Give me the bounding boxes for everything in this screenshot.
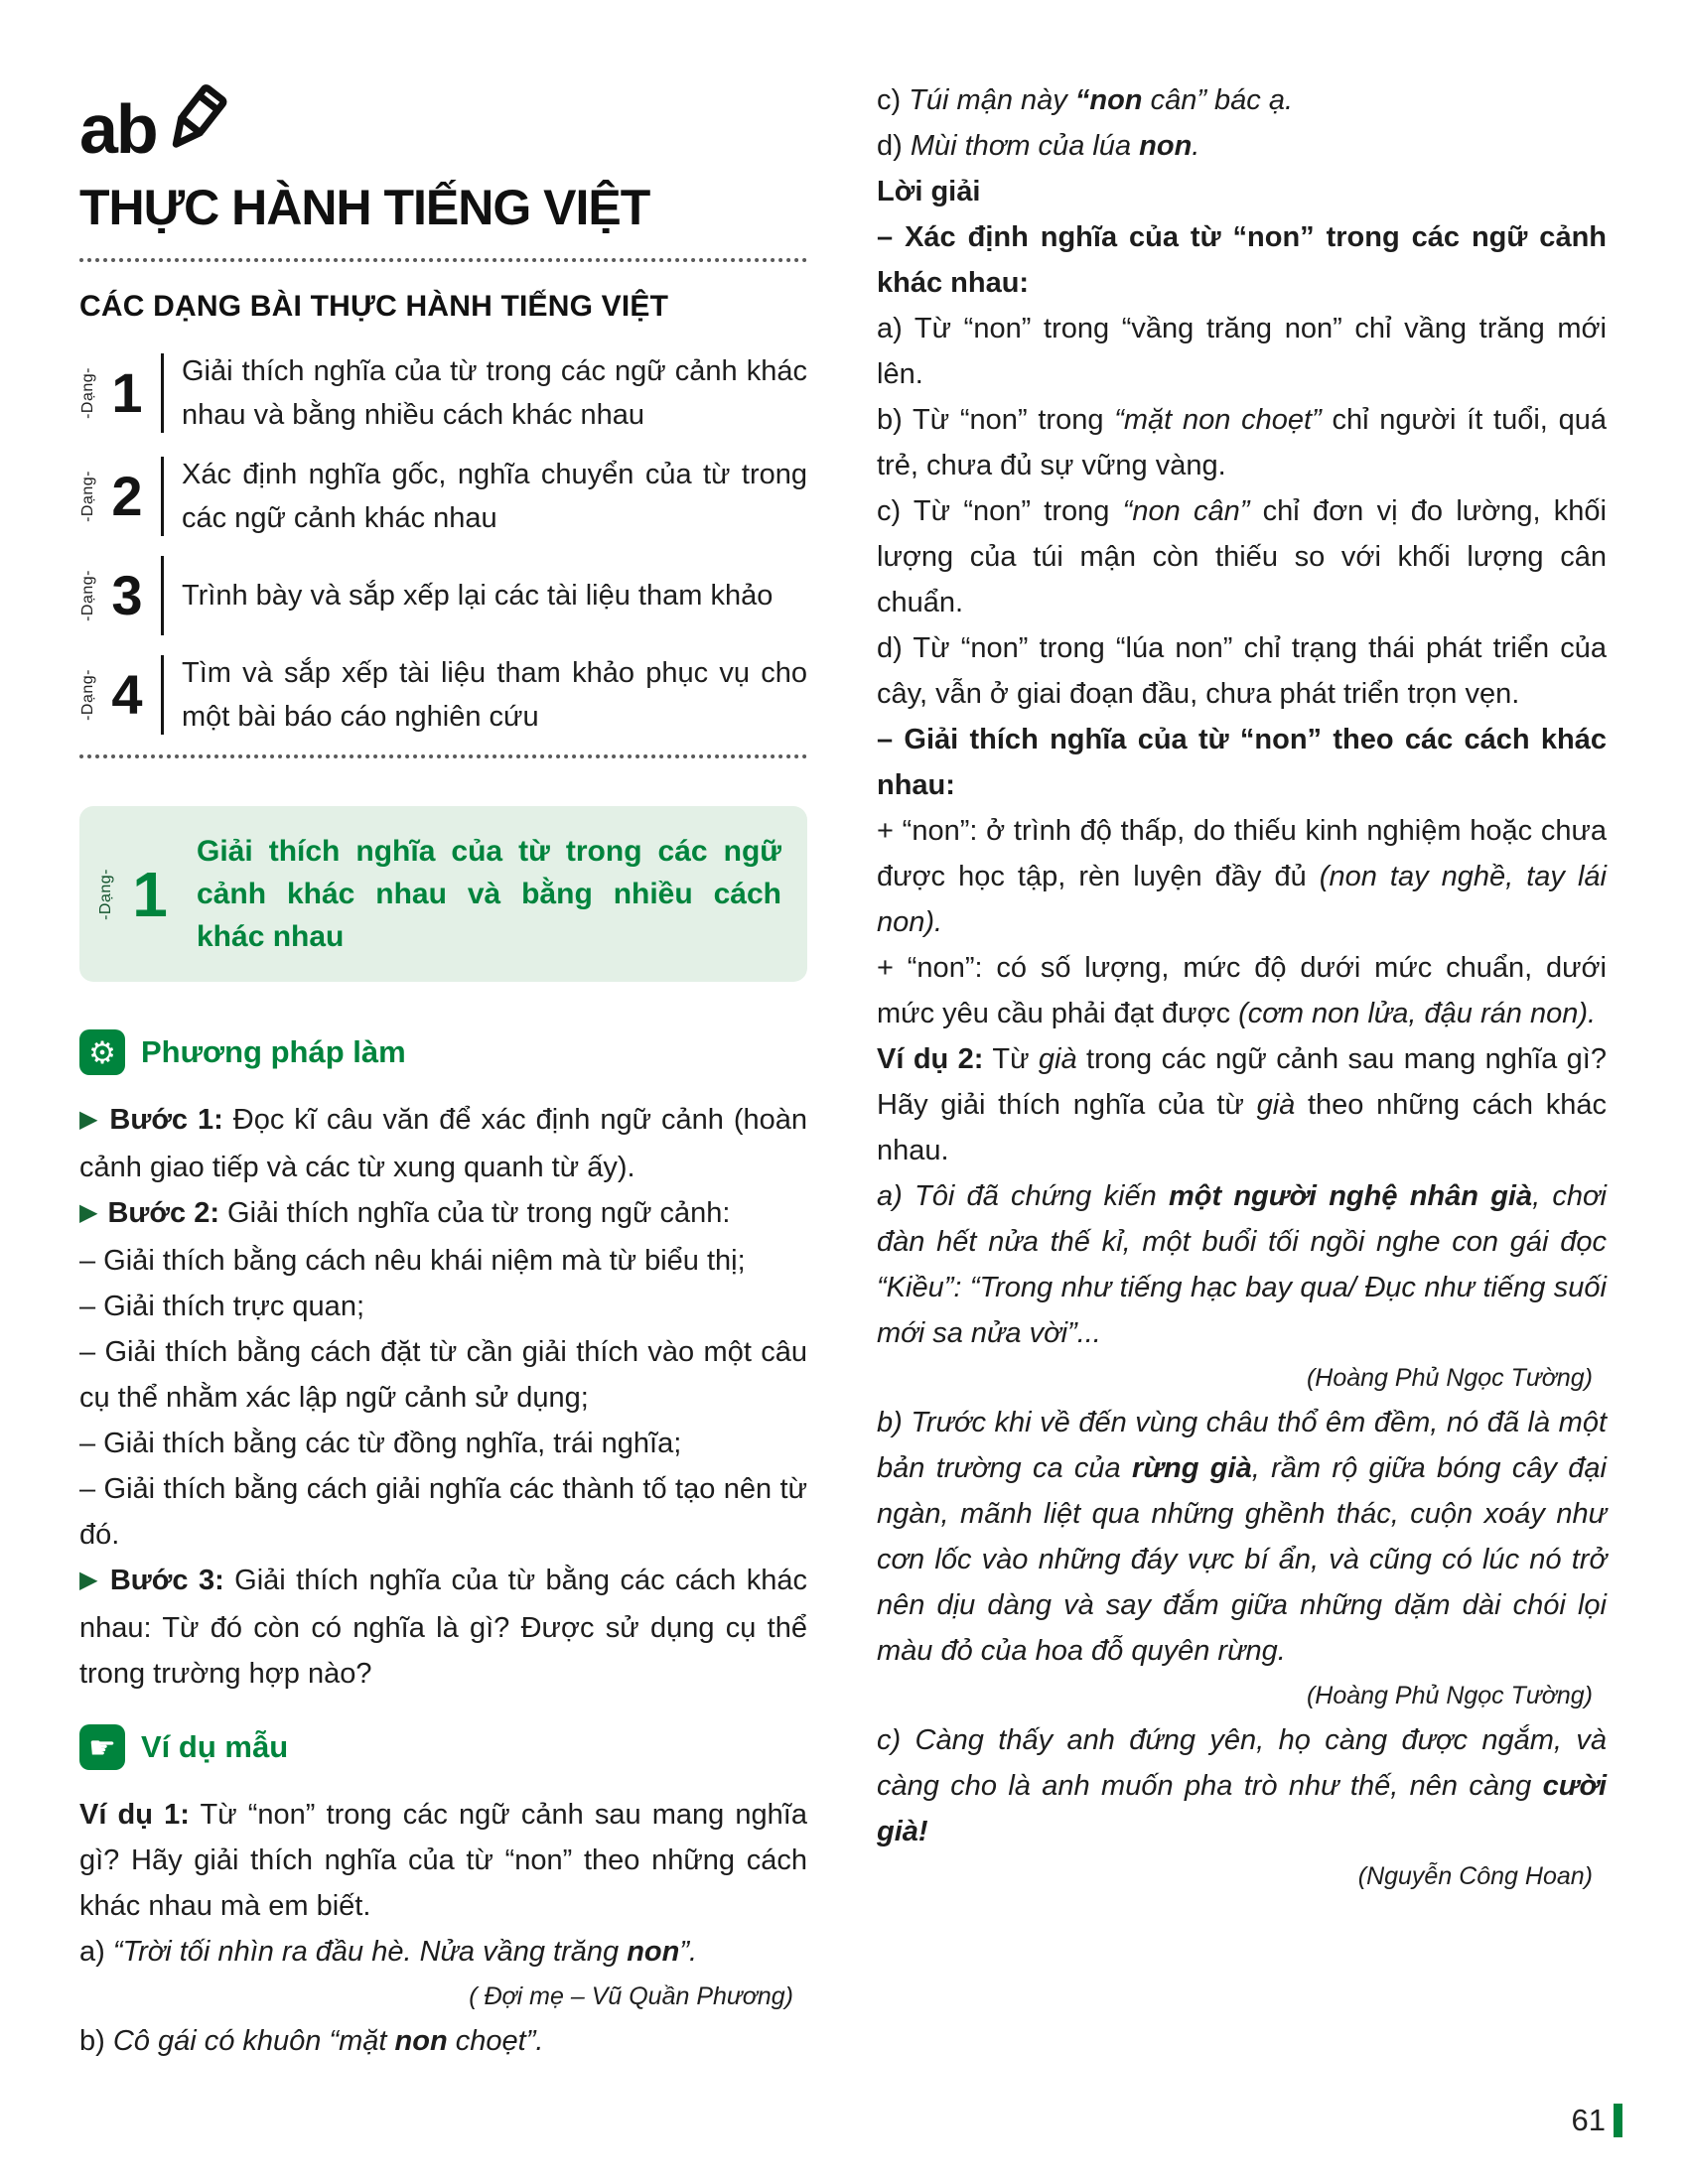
dang-text: Trình bày và sắp xếp lại các tài liệu tham khảo	[182, 580, 774, 612]
example-heading	[79, 1724, 807, 1770]
dang1-highlight-box	[79, 806, 807, 982]
logo-text: ab	[79, 90, 157, 168]
pencil-icon	[153, 79, 238, 165]
attribution: (Nguyễn Công Hoan)	[1357, 1862, 1593, 1890]
dotted-divider	[79, 754, 807, 758]
dash-item: – Giải thích bằng các từ đồng nghĩa, trái nghĩa;	[79, 1428, 682, 1459]
dash-item: – Giải thích trực quan;	[79, 1291, 364, 1322]
dang-number: 4	[111, 663, 143, 726]
dash-item: – Giải thích bằng cách giải nghĩa các thành tố tạo nên từ đó.	[79, 1473, 807, 1551]
dang-number: 2	[111, 465, 143, 527]
example2-intro: Ví dụ 2: Từ già trong các ngữ cảnh sau mang nghĩa gì? Hãy giải thích nghĩa của từ già theo những cách khác nhau.	[877, 1043, 1607, 1166]
answer-d: d) Từ “non” trong “lúa non” chỉ trạng thái phát triển của cây, vẫn ở giai đoạn đầu, chưa phát triển trọn vẹn.	[877, 632, 1607, 710]
example1-item-b: b) Cô gái có khuôn “mặt non choẹt”.	[79, 2025, 544, 2057]
dang-rotated-label: -Dạng-	[79, 471, 96, 522]
section-heading: CÁC DẠNG BÀI THỰC HÀNH TIẾNG VIỆT	[79, 290, 669, 323]
dang-item-1	[79, 349, 807, 437]
dang-text: Xác định nghĩa gốc, nghĩa chuyển của từ trong các ngữ cảnh khác nhau	[182, 459, 807, 534]
attribution: ( Đợi mẹ – Vũ Quần Phương)	[469, 1982, 793, 2010]
dang-number: 1	[111, 361, 143, 424]
answer-a: a) Từ “non” trong “vầng trăng non” chỉ vầng trăng mới lên.	[877, 313, 1607, 390]
paragraph-step-2: ▶ Bước 2: Giải thích nghĩa của từ trong ngữ cảnh:	[79, 1197, 731, 1229]
attribution: (Hoàng Phủ Ngọc Tường)	[1306, 1682, 1593, 1709]
dotted-divider	[79, 258, 807, 262]
paragraph-step-3: ▶ Bước 3: Giải thích nghĩa của từ bằng các cách khác nhau: Từ đó còn có nghĩa là gì? Được sử dụng cụ thể trong trường hợp nào?	[79, 1565, 807, 1690]
method-heading	[79, 1029, 807, 1075]
example2-item-a: a) Tôi đã chứng kiến một người nghệ nhân già, chơi đàn hết nửa thế kỉ, một buổi tối ngồi nghe con gái đọc “Kiều”: “Trong như tiếng hạc bay qua/ Đục như tiếng suối mới sa nửa vời”...	[877, 1180, 1607, 1349]
dang-text: Tìm và sắp xếp tài liệu tham khảo phục vụ cho một bài báo cáo nghiên cứu	[182, 657, 807, 733]
vertical-divider	[161, 353, 164, 433]
dang-rotated-label: -Dạng-	[79, 367, 96, 419]
meaning-item-1: + “non”: ở trình độ thấp, do thiếu kinh nghiệm hoặc chưa được học tập, rèn luyện đầy đủ (non tay nghề, tay lái non).	[877, 815, 1607, 938]
method-heading-label: Phương pháp làm	[141, 1034, 406, 1069]
solution-heading: Lời giải	[877, 176, 981, 207]
triangle-bullet-icon: ▶	[79, 1199, 98, 1226]
ab-pencil-logo	[79, 77, 807, 169]
dang-item-2	[79, 453, 807, 540]
answer-b: b) Từ “non” trong “mặt non choẹt” chỉ người ít tuổi, quá trẻ, chưa đủ sự vững vàng.	[877, 404, 1607, 481]
left-column	[79, 77, 807, 2064]
dang-number: 1	[132, 858, 168, 930]
dang-rotated-label: -Dạng-	[79, 669, 96, 721]
example2-item-c: c) Càng thấy anh đứng yên, họ càng được ngắm, và càng cho là anh muốn pha trò như thế, nên càng cười già!	[877, 1724, 1608, 1847]
solution-section-1-heading: – Xác định nghĩa của từ “non” trong các ngữ cảnh khác nhau:	[877, 221, 1607, 299]
dang-rotated-label: -Dạng-	[97, 868, 114, 920]
right-column	[877, 77, 1607, 2064]
dang-item-4	[79, 651, 807, 739]
dang-list	[79, 349, 807, 739]
vertical-divider	[161, 457, 164, 536]
answer-c: c) Từ “non” trong “non cân” chỉ đơn vị đo lường, khối lượng của túi mận còn thiếu so với khối lượng cân chuẩn.	[877, 495, 1607, 618]
page-number-bar	[1614, 2104, 1622, 2137]
example1-item-d: d) Mùi thơm của lúa non.	[877, 130, 1200, 162]
dang-rotated-label: -Dạng-	[79, 570, 96, 621]
dang-number: 3	[111, 564, 143, 626]
meaning-item-2: + “non”: có số lượng, mức độ dưới mức chuẩn, dưới mức yêu cầu phải đạt được (cơm non lửa, đậu rán non).	[877, 952, 1607, 1029]
example1-item-a: a) “Trời tối nhìn ra đầu hè. Nửa vầng trăng non”.	[79, 1936, 698, 1968]
triangle-bullet-icon: ▶	[79, 1106, 100, 1133]
example1-item-c: c) Túi mận này “non cân” bác ạ.	[877, 84, 1294, 116]
dang1-box-title: Giải thích nghĩa của từ trong các ngữ cảnh khác nhau và bằng nhiều cách khác nhau	[197, 835, 781, 953]
page-number: 61	[1572, 2103, 1622, 2138]
dash-item: – Giải thích bằng cách đặt từ cần giải thích vào một câu cụ thể nhằm xác lập ngữ cảnh sử dụng;	[79, 1336, 807, 1414]
paragraph-step-1: ▶ Bước 1: Đọc kĩ câu văn để xác định ngữ cảnh (hoàn cảnh giao tiếp và các từ xung quanh từ ấy).	[79, 1104, 808, 1183]
attribution: (Hoàng Phủ Ngọc Tường)	[1306, 1364, 1593, 1392]
gear-icon: ⚙	[79, 1029, 125, 1075]
dang-item-3	[79, 556, 807, 635]
pointing-hand-icon: ☛	[79, 1724, 125, 1770]
dang-text: Giải thích nghĩa của từ trong các ngữ cảnh khác nhau và bằng nhiều cách khác nhau	[182, 355, 807, 431]
solution-section-2-heading: – Giải thích nghĩa của từ “non” theo các cách khác nhau:	[877, 724, 1607, 801]
example2-item-b: b) Trước khi về đến vùng châu thổ êm đềm, nó đã là một bản trường ca của rừng già, rầm rộ giữa bóng cây đại ngàn, mãnh liệt qua những ghềnh thác, cuộn xoáy như cơn lốc vào những đáy vực bí ẩn, và cũng có lúc nó trở nên dịu dàng và say đắm giữa những dặm dài chói lọi màu đỏ của hoa đỗ quyên rừng.	[877, 1407, 1607, 1667]
vertical-divider	[161, 655, 164, 735]
example-heading-label: Ví dụ mẫu	[141, 1729, 289, 1764]
dash-item: – Giải thích bằng cách nêu khái niệm mà từ biểu thị;	[79, 1245, 746, 1277]
vertical-divider	[161, 556, 164, 635]
triangle-bullet-icon: ▶	[79, 1567, 100, 1593]
example1-intro: Ví dụ 1: Từ “non” trong các ngữ cảnh sau mang nghĩa gì? Hãy giải thích nghĩa của từ “non” theo những cách khác nhau mà em biết.	[79, 1799, 807, 1922]
page-title: THỰC HÀNH TIẾNG VIỆT	[79, 180, 650, 235]
